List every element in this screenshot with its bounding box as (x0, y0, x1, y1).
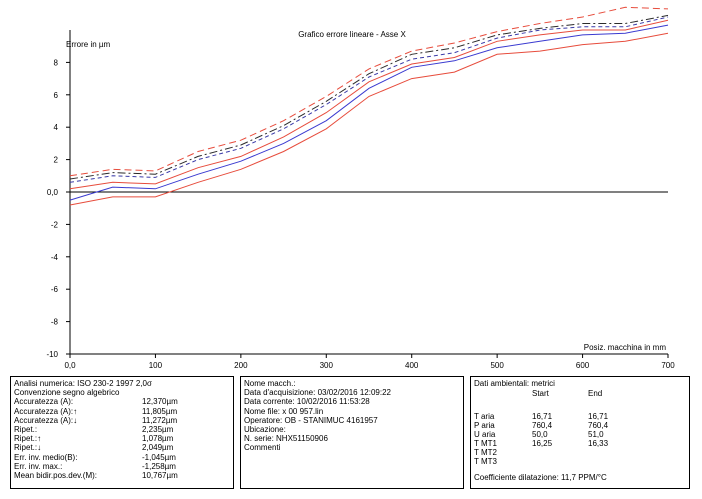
analysis-row (14, 453, 230, 462)
analysis-value: -1,258µm (142, 461, 176, 471)
environment-label: T MT3 (474, 457, 497, 466)
environment-row (474, 421, 686, 430)
analysis-label: Accuratezza (A):↓ (14, 415, 78, 425)
x-tick-label: 0,0 (64, 361, 76, 370)
analysis-label: Convenzione segno algebrico (14, 388, 120, 398)
y-tick-label: -8 (50, 317, 58, 327)
environment-row (474, 412, 686, 421)
y-tick-label: 0,0 (46, 188, 58, 197)
analysis-row (14, 425, 230, 434)
y-axis-label: Errore in µm (66, 40, 111, 49)
y-tick-label: -4 (50, 252, 58, 262)
x-axis-label: Posiz. macchina in mm (583, 343, 666, 352)
analysis-value: 10,767µm (142, 470, 178, 480)
environment-label: T aria (474, 412, 495, 421)
analysis-value: 2,049µm (142, 443, 174, 453)
analysis-row (14, 407, 230, 416)
analysis-row (14, 443, 230, 452)
series-line-2 (70, 15, 668, 179)
analysis-label: Accuratezza (A): (14, 397, 74, 407)
environment-row (474, 457, 686, 466)
environment-row (474, 430, 686, 439)
analysis-row (14, 434, 230, 443)
analysis-label: Err. inv. max.: (14, 461, 63, 471)
machine-info-row: Commenti (244, 443, 281, 453)
analysis-label: Ripet.: (14, 424, 38, 434)
start-column-header: Start (532, 389, 549, 399)
machine-info-row: Data corrente: 10/02/2016 11:53:28 (244, 397, 370, 407)
machine-info-row: Nome file: x 00 957.lin (244, 406, 324, 416)
environment-start-value: 50,0 (532, 430, 548, 439)
machine-info-panel (240, 376, 464, 489)
analysis-row (14, 397, 230, 406)
analysis-panel (10, 376, 234, 489)
analysis-value: 1,078µm (142, 434, 174, 444)
environment-start-value: 16,25 (532, 439, 553, 448)
analysis-label: Err. inv. medio(B): (14, 452, 78, 462)
analysis-row (14, 471, 230, 480)
x-tick-label: 200 (234, 361, 248, 370)
analysis-value: -1,045µm (142, 452, 176, 462)
environment-end-value: 760,4 (588, 421, 609, 430)
environment-end-value: 16,71 (588, 412, 609, 421)
analysis-value: 11,805µm (142, 406, 178, 416)
y-tick-label: -6 (50, 285, 58, 295)
end-column-header: End (588, 389, 603, 399)
x-tick-label: 700 (661, 361, 675, 370)
analysis-label: Accuratezza (A):↑ (14, 406, 78, 416)
x-tick-label: 600 (575, 361, 590, 370)
environment-end-value: 51,0 (588, 430, 604, 439)
dilatation-coefficient: Coefficiente dilatazione: 11,7 PPM/°C (474, 472, 607, 482)
environment-label: T MT2 (474, 448, 497, 457)
environment-title: Dati ambientali: metrici (474, 379, 555, 388)
environment-start-value: 760,4 (532, 421, 553, 430)
machine-info-row: Nome macch.: (244, 379, 296, 388)
analysis-row (14, 388, 230, 397)
environment-label: P aria (474, 421, 495, 430)
analysis-row (14, 416, 230, 425)
analysis-row (14, 462, 230, 471)
y-tick-label: 4 (53, 123, 58, 133)
series-line-3 (70, 17, 668, 182)
analysis-label: Ripet.:↓ (14, 443, 42, 453)
environment-start-value: 16,71 (532, 412, 553, 421)
chart-title: Grafico errore lineare - Asse X (298, 30, 406, 39)
analysis-row (14, 379, 230, 388)
y-tick-label: -10 (46, 350, 58, 359)
environment-row (474, 439, 686, 448)
environment-panel (470, 376, 690, 489)
environment-label: U aria (474, 430, 496, 439)
environment-end-value: 16,33 (588, 439, 609, 448)
y-tick-label: 8 (53, 58, 58, 68)
x-tick-label: 400 (405, 361, 419, 370)
analysis-label: Analisi numerica: ISO 230-2 1997 2,0σ (14, 379, 152, 388)
machine-info-row: Ubicazione: (244, 424, 286, 434)
series-line-5 (70, 25, 668, 200)
machine-info-row: Data d'acquisizione: 03/02/2016 12:09:22 (244, 388, 391, 398)
y-tick-label: 2 (53, 155, 58, 165)
analysis-label: Mean bidir.pos.dev.(M): (14, 470, 97, 480)
machine-info-row: Operatore: OB - STANIMUC 4161957 (244, 415, 378, 425)
machine-info-row: N. serie: NHX51150906 (244, 434, 328, 444)
x-tick-label: 300 (319, 361, 333, 370)
y-tick-label: -2 (50, 220, 58, 230)
environment-row (474, 448, 686, 457)
x-tick-label: 500 (490, 361, 504, 370)
chart-axes (46, 30, 675, 370)
series-line-6 (70, 33, 668, 205)
x-tick-label: 100 (148, 361, 163, 370)
environment-label: T MT1 (474, 439, 497, 448)
analysis-value: 2,235µm (142, 424, 174, 434)
analysis-value: 11,272µm (142, 415, 178, 425)
y-tick-label: 6 (53, 90, 58, 100)
analysis-label: Ripet.:↑ (14, 434, 42, 444)
analysis-value: 12,370µm (142, 397, 178, 407)
